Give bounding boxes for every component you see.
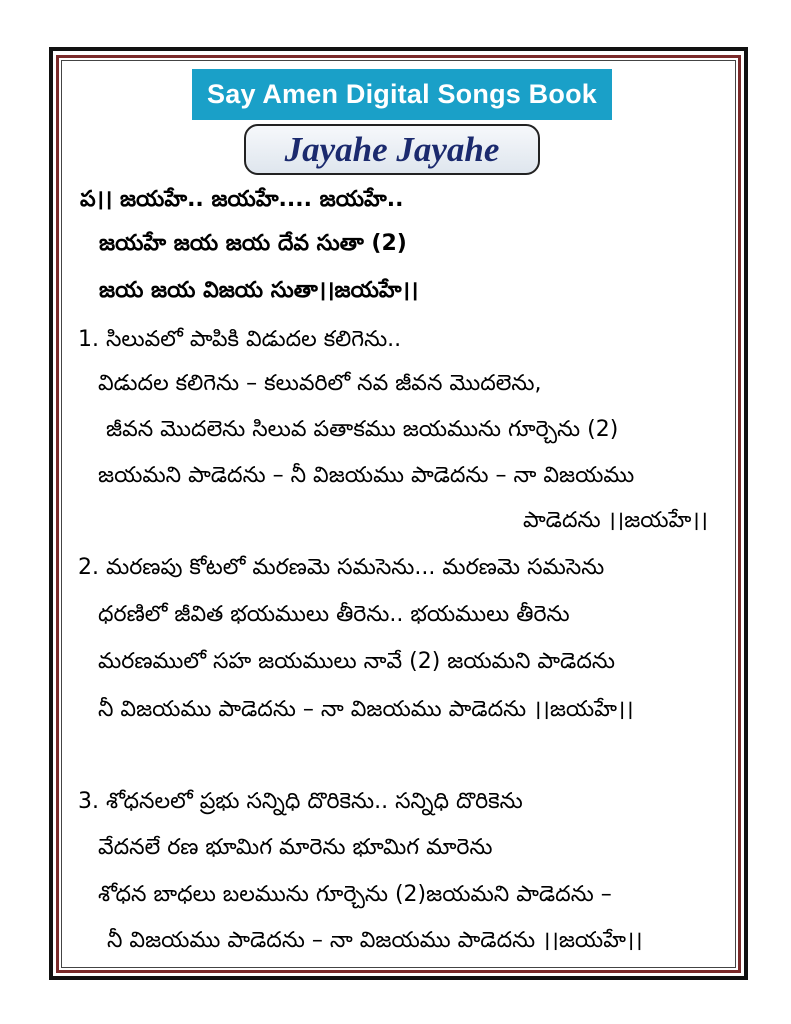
verse2-line-4: నీ విజయము పాడెదను – నా విజయము పాడెదను ।।జయహే।।: [98, 697, 634, 722]
verse1-line-5: పాడెదను ।।జయహే।।: [523, 508, 708, 533]
pallavi-line-3: జయ జయ విజయ సుతా।।జయహే।।: [99, 278, 419, 303]
verse3-line-2: వేదనలే రణ భూమిగ మారెను భూమిగ మారెను: [98, 835, 493, 860]
verse1-line-2: విడుదల కలిగెను – కలువరిలో నవ జీవన మొదలెను,: [98, 371, 542, 396]
verse3-line-1: 3. శోధనలలో ప్రభు సన్నిధి దొరికెను.. సన్నిధి దొరికెను: [78, 789, 523, 814]
verse1-line-3: జీవన మొదలెను సిలువ పతాకము జయమును గూర్చెను (2): [106, 417, 619, 442]
pallavi-line-2: జయహే జయ జయ దేవ సుతా (2): [99, 231, 407, 256]
verse3-line-3: శోధన బాధలు బలమును గూర్చెను (2)జయమని పాడెదను –: [98, 882, 612, 907]
verse2-line-3: మరణములో సహ జయములు నావే (2) జయమని పాడెదను: [98, 649, 615, 674]
book-title-banner: Say Amen Digital Songs Book: [192, 69, 612, 120]
verse1-line-1: 1. సిలువలో పాపికి విడుదల కలిగెను..: [78, 327, 402, 352]
song-title: Jayahe Jayahe: [244, 124, 540, 175]
verse2-line-1: 2. మరణపు కోటలో మరణమె సమసెను... మరణమె సమసెను: [78, 555, 605, 580]
pallavi-line-1: ప।। జయహే.. జయహే.... జయహే..: [80, 187, 404, 212]
verse3-line-4: నీ విజయము పాడెదను – నా విజయము పాడెదను ।।జయహే।।: [107, 928, 643, 953]
verse1-line-4: జయమని పాడెదను – నీ విజయము పాడెదను – నా విజయము: [98, 463, 635, 488]
verse2-line-2: ధరణిలో జీవిత భయములు తీరెను.. భయములు తీరెను: [98, 602, 570, 627]
